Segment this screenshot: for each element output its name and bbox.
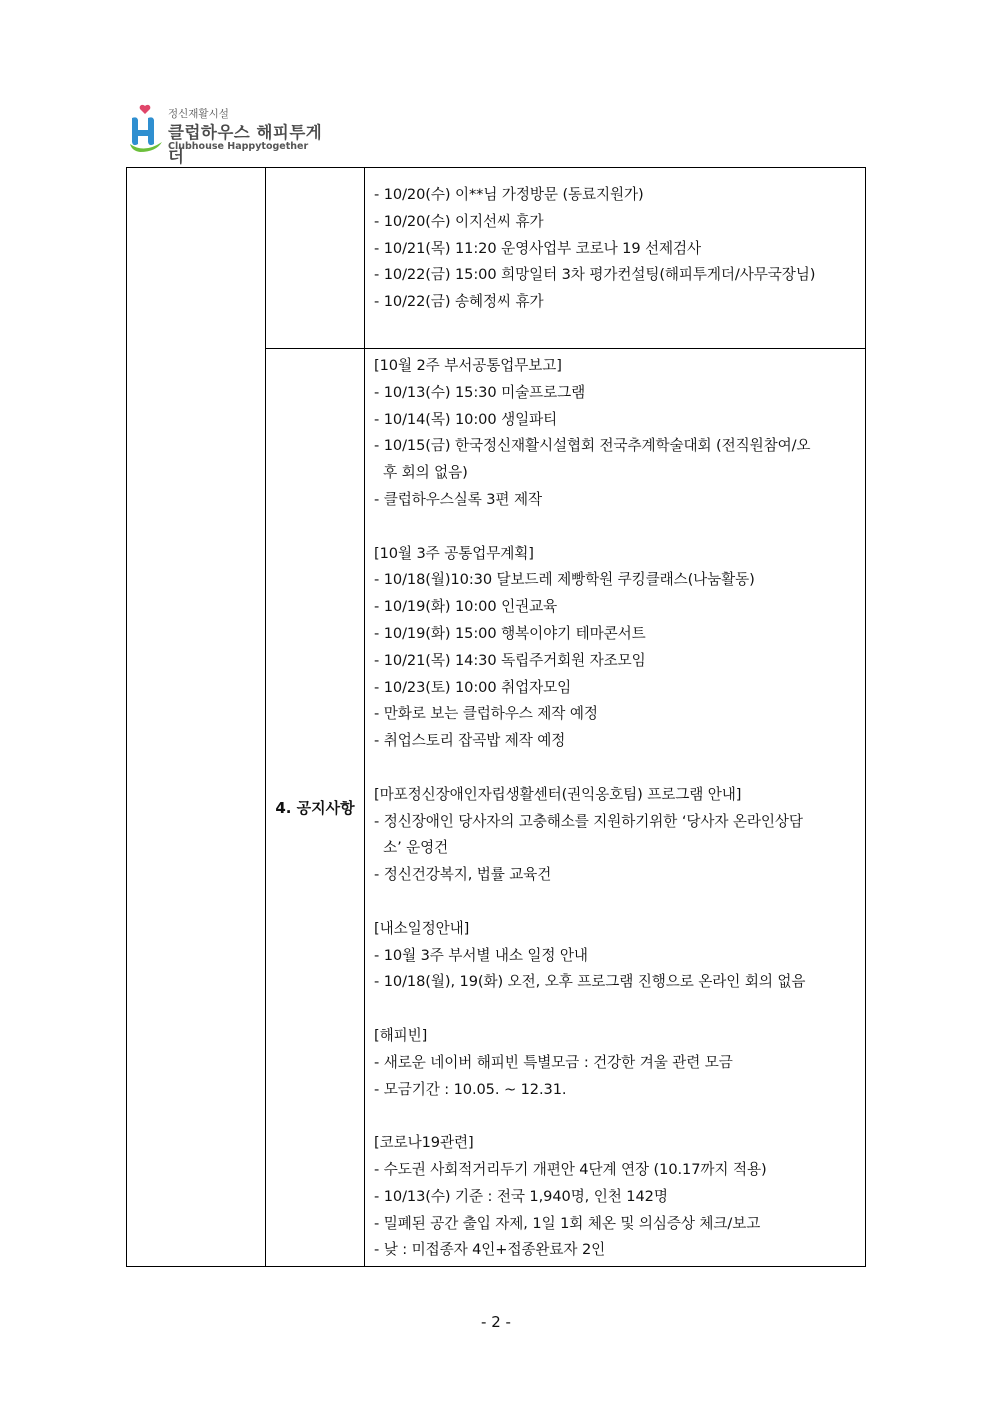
- list-item: - 낮 : 미접종자 4인+접종완료자 2인: [374, 1241, 606, 1259]
- list-item: - 밀폐된 공간 출입 자제, 1일 1회 체온 및 의심증상 체크/보고: [374, 1214, 761, 1232]
- list-item: - 만화로 보는 클럽하우스 제작 예정: [374, 705, 598, 723]
- list-item: - 클럽하우스실록 3편 제작: [374, 490, 542, 508]
- section-heading: [내소일정안내]: [374, 919, 470, 937]
- list-item: - 10/22(금) 송혜정씨 휴가: [374, 293, 544, 311]
- list-item: - 10/18(월), 19(화) 오전, 오후 프로그램 진행으로 온라인 회의 없음: [374, 973, 806, 991]
- blank-line: [374, 755, 857, 782]
- list-item: - 10/21(목) 11:20 운영사업부 코로나 19 선제검사: [374, 239, 702, 257]
- list-item: - 10월 3주 부서별 내소 일정 안내: [374, 946, 588, 964]
- section-heading: [해피빈]: [374, 1026, 428, 1044]
- label-cell-empty: [266, 168, 365, 349]
- list-item: - 새로운 네이버 해피빈 특별모금 : 건강한 겨울 관련 모금: [374, 1053, 733, 1071]
- section-heading: [마포정신장애인자립생활센터(권익옹호팀) 프로그램 안내]: [374, 785, 742, 803]
- list-item: - 수도권 사회적거리두기 개편안 4단계 연장 (10.17까지 적용): [374, 1160, 767, 1178]
- list-item: - 10/20(수) 이지선씨 휴가: [374, 212, 544, 230]
- list-item: - 정신장애인 당사자의 고충해소를 지원하기위한 ‘당사자 온라인상담: [374, 812, 803, 830]
- list-item: - 10/14(목) 10:00 생일파티: [374, 410, 558, 428]
- list-item: 소’ 운영건: [374, 839, 449, 857]
- list-item: - 10/13(수) 15:30 미술프로그램: [374, 383, 586, 401]
- logo-top-text: 정신재활시설: [168, 108, 229, 120]
- notice-table: [126, 167, 866, 1267]
- list-item: - 취업스토리 잡곡밥 제작 예정: [374, 732, 566, 750]
- table-row: [127, 168, 866, 349]
- list-item: - 10/15(금) 한국정신재활시설협회 전국추계학술대회 (전직원참여/오: [374, 437, 811, 455]
- list-item: - 10/19(화) 10:00 인권교육: [374, 598, 558, 616]
- list-item: - 모금기간 : 10.05. ~ 12.31.: [374, 1080, 567, 1098]
- list-item: 후 회의 없음): [374, 464, 468, 482]
- list-item: - 10/20(수) 이**님 가정방문 (동료지원가): [374, 186, 644, 203]
- schedule-content-cell: [365, 168, 866, 349]
- blank-line: [374, 1103, 857, 1130]
- list-item: - 10/19(화) 15:00 행복이야기 테마콘서트: [374, 624, 646, 642]
- notice-label-cell: 4. 공지사항: [266, 349, 365, 1267]
- notice-content-cell: [365, 349, 866, 1267]
- logo-sub-text: Clubhouse Happytogether: [168, 141, 309, 152]
- page-number: - 2 -: [481, 1313, 511, 1331]
- list-item: - 10/23(토) 10:00 취업자모임: [374, 678, 572, 696]
- list-item: - 정신건강복지, 법률 교육건: [374, 866, 552, 884]
- list-item: - 10/18(월)10:30 달보드레 제빵학원 쿠킹클래스(나눔활동): [374, 571, 755, 589]
- list-item: - 10/21(목) 14:30 독립주거회원 자조모임: [374, 651, 646, 669]
- section-heading: [10월 3주 공통업무계획]: [374, 544, 534, 562]
- category-cell: [127, 168, 266, 1267]
- blank-line: [374, 514, 857, 541]
- section-heading: [코로나19관련]: [374, 1134, 474, 1152]
- clubhouse-h-heart-logo-icon: [128, 104, 166, 154]
- list-item: - 10/13(수) 기준 : 전국 1,940명, 인천 142명: [374, 1187, 668, 1205]
- blank-line: [374, 889, 857, 916]
- header-logo: [128, 104, 328, 166]
- section-heading: [10월 2주 부서공통업무보고]: [374, 357, 562, 374]
- blank-line: [374, 996, 857, 1023]
- list-item: - 10/22(금) 15:00 희망일터 3차 평가컨설팅(해피투게더/사무국장님): [374, 266, 816, 284]
- logo-main-text: 클럽하우스 해피투게더: [168, 123, 323, 166]
